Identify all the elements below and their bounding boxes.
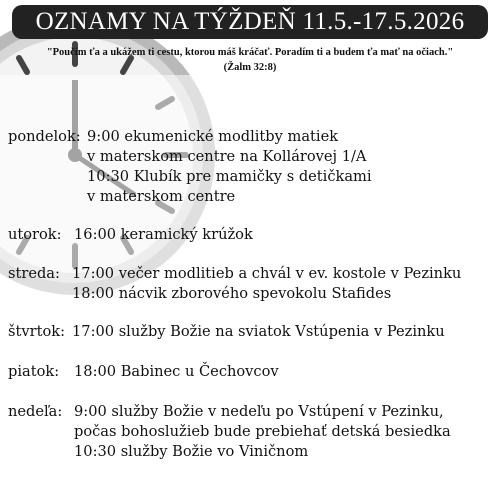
page-title: OZNAMY NA TÝŽDEŇ 11.5.-17.5.2026: [35, 8, 465, 35]
event-line: 9:00 ekumenické modlitby matiek: [87, 128, 339, 145]
event-line: 17:00 večer modlitieb a chvál v ev. kostole v Pezinku: [72, 265, 462, 282]
bible-quote: [0, 45, 500, 75]
event-line: 18:00 Babinec u Čechovcov: [74, 363, 279, 380]
event-line: v materskom centre: [87, 188, 236, 205]
day-label-sunday: nedeľa:: [8, 403, 63, 420]
event-line: počas bohoslužieb bude prebiehať detská besiedka: [74, 423, 451, 440]
event-line: 18:00 nácvik zborového spevokolu Stafides: [72, 285, 392, 302]
page-title-banner: [12, 5, 488, 39]
day-label-tuesday: utorok:: [8, 226, 62, 243]
day-label-wednesday: streda:: [8, 265, 60, 282]
event-line: 9:00 služby Božie v nedeľu po Vstúpení v Pezinku,: [74, 403, 444, 420]
day-label-thursday: štvrtok:: [8, 323, 65, 340]
event-line: 10:30 služby Božie vo Viničnom: [74, 443, 309, 460]
event-line: 17:00 služby Božie na sviatok Vstúpenia v Pezinku: [72, 323, 445, 340]
quote-reference: (Žalm 32:8): [223, 62, 277, 73]
quote-text: "Poučím ťa a ukážem ti cestu, ktorou máš kráčať. Poradím ti a budem ťa mať na očiach.": [46, 47, 454, 58]
event-line: v materskom centre na Kollárovej 1/A: [87, 148, 367, 165]
event-line: 16:00 keramický krúžok: [74, 226, 253, 243]
day-label-monday: pondelok:: [8, 128, 81, 145]
event-line: 10:30 Klubík pre mamičky s detičkami: [87, 168, 372, 185]
day-label-friday: piatok:: [8, 363, 60, 380]
